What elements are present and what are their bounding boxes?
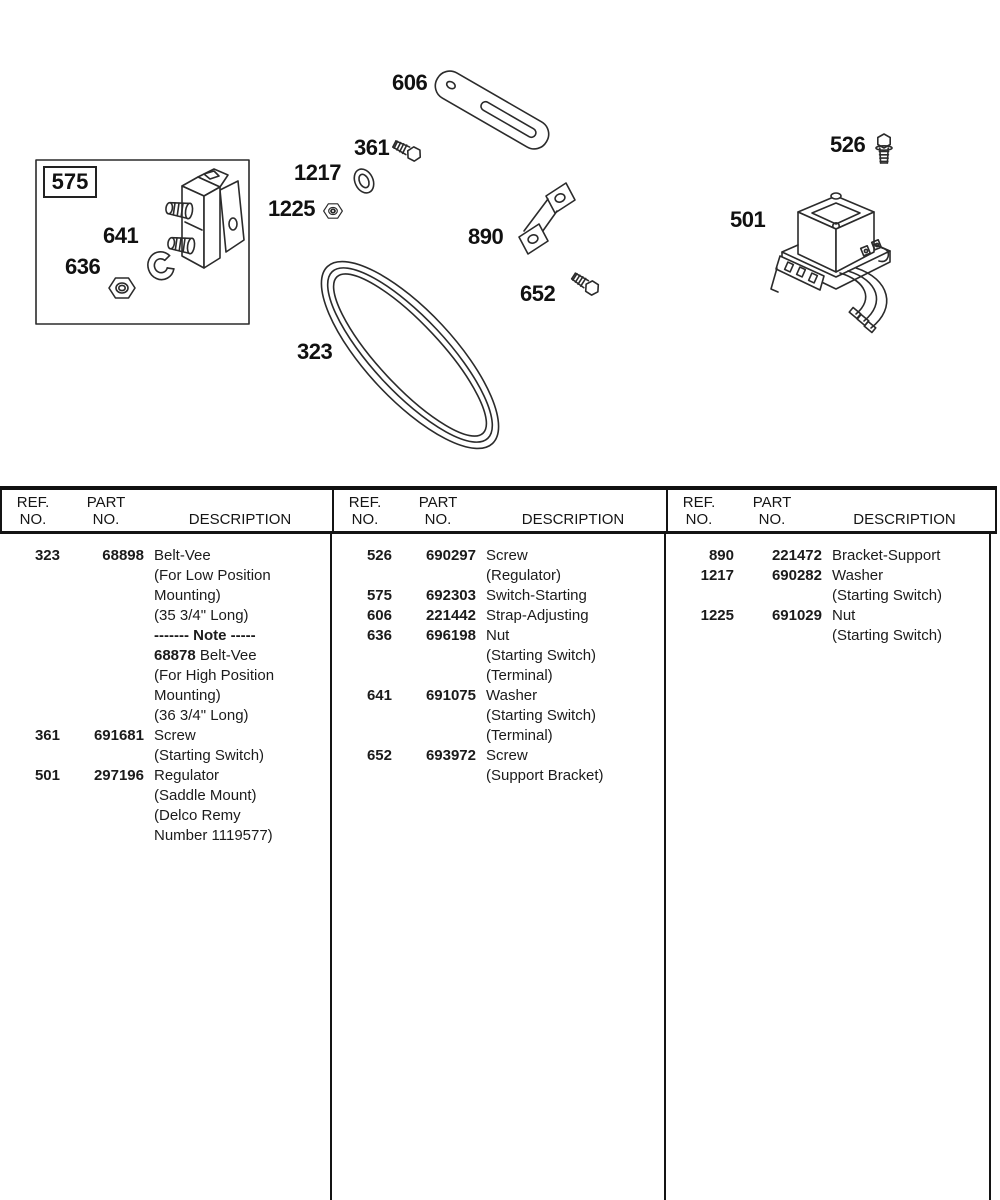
part-no-cell (734, 586, 822, 606)
lock-washer-drawing (144, 249, 176, 283)
table-column-body (330, 534, 664, 1200)
part-no-cell (60, 826, 144, 846)
header-line: NO. (424, 511, 452, 528)
part-no-cell: 68898 (102, 547, 144, 564)
part-callout-1225: 1225 (268, 196, 315, 221)
part-no-header (64, 490, 148, 531)
ref-no-cell: 1217 (700, 567, 734, 584)
ref-no-cell: 323 (34, 547, 60, 564)
table-row (666, 566, 989, 586)
ref-no-header (334, 490, 396, 531)
table-row (0, 706, 330, 726)
description-header: DESCRIPTION (853, 511, 956, 528)
part-callout-652: 652 (520, 281, 556, 306)
ref-no-cell (332, 646, 392, 666)
part-no-cell (60, 686, 144, 706)
description-cell: ------- Note ----- (154, 627, 256, 644)
ref-no-cell (0, 786, 60, 806)
description-cell: (Delco Remy (154, 807, 241, 824)
table-row (0, 686, 330, 706)
description-cell: Washer (832, 567, 884, 584)
ref-no-cell (0, 626, 60, 646)
description-cell: Washer (486, 687, 538, 704)
ref-no-cell: 501 (34, 767, 60, 784)
part-no-cell (734, 626, 822, 646)
ref-no-cell (0, 606, 60, 626)
table-row (332, 686, 664, 706)
regulator-drawing (771, 193, 890, 333)
description-cell: Belt-Vee (154, 547, 211, 564)
washer-drawing (351, 166, 378, 196)
part-no-cell (392, 566, 476, 586)
description-cell: Bracket-Support (832, 547, 941, 564)
description-header: DESCRIPTION (521, 511, 625, 528)
ref-no-cell (0, 646, 60, 666)
description-cell: (For High Position (154, 667, 275, 684)
part-no-cell (392, 766, 476, 786)
description-cell: (Starting Switch) (154, 747, 265, 764)
table-row (332, 606, 664, 626)
ref-no-cell (666, 626, 734, 646)
description-cell: Screw (486, 747, 528, 764)
header-line: PART (752, 494, 792, 511)
table-header-section (332, 490, 666, 531)
ref-no-cell: 361 (34, 727, 60, 744)
ref-no-cell: 1225 (700, 607, 734, 624)
part-no-header (396, 490, 480, 531)
ref-no-cell (332, 766, 392, 786)
description-cell: (Saddle Mount) (154, 787, 257, 804)
table-row (0, 826, 330, 846)
header-line: PART (86, 494, 126, 511)
part-no-cell (392, 706, 476, 726)
description-cell: (Starting Switch) (832, 627, 943, 644)
table-header-section (2, 490, 332, 531)
screw-526-drawing (876, 134, 892, 163)
part-no-cell: 297196 (93, 767, 144, 784)
ref-no-cell (666, 586, 734, 606)
table-row (332, 706, 664, 726)
table-row (666, 546, 989, 566)
ref-no-cell (0, 586, 60, 606)
part-callout-323: 323 (297, 339, 333, 364)
description-cell: Screw (154, 727, 196, 744)
description-cell: Nut (486, 627, 510, 644)
description-cell: Nut (832, 607, 856, 624)
ref-no-cell (332, 666, 392, 686)
ref-no-cell (0, 826, 60, 846)
header-line: REF. (682, 494, 716, 511)
ref-no-header (668, 490, 730, 531)
description-cell: (36 3/4" Long) (154, 707, 249, 724)
part-callout-575: 575 (43, 166, 97, 198)
header-line: PART (418, 494, 458, 511)
part-no-cell (60, 586, 144, 606)
part-no-cell (60, 666, 144, 686)
part-no-cell (392, 666, 476, 686)
table-row (332, 766, 664, 786)
description-cell: Strap-Adjusting (486, 607, 589, 624)
ref-no-cell (332, 726, 392, 746)
header-line: NO. (351, 511, 379, 528)
part-no-cell: 691075 (425, 687, 476, 704)
part-no-cell (60, 626, 144, 646)
ref-no-cell (332, 706, 392, 726)
part-no-cell: 693972 (425, 747, 476, 764)
description-cell: (Regulator) (486, 567, 562, 584)
description-cell: Mounting) (154, 687, 221, 704)
part-no-cell (60, 566, 144, 586)
part-no-cell: 691029 (771, 607, 822, 624)
ref-no-cell: 575 (366, 587, 392, 604)
part-no-header (730, 490, 814, 531)
ref-no-cell (0, 686, 60, 706)
adjusting-strap-drawing (430, 66, 554, 154)
description-cell: (Starting Switch) (486, 707, 597, 724)
small-nut-drawing (324, 204, 343, 218)
description-cell: (Terminal) (486, 727, 553, 744)
ref-no-header (2, 490, 64, 531)
table-row (332, 566, 664, 586)
table-row (332, 726, 664, 746)
parts-diagram (0, 0, 1000, 486)
part-no-cell: 692303 (425, 587, 476, 604)
part-callout-526: 526 (830, 132, 866, 157)
description-cell: Mounting) (154, 587, 221, 604)
table-row (0, 606, 330, 626)
table-header-row (0, 490, 997, 534)
table-row (0, 566, 330, 586)
ref-no-cell (0, 806, 60, 826)
table-column-body (0, 534, 330, 1200)
description-cell: (35 3/4" Long) (154, 607, 249, 624)
table-row (0, 806, 330, 826)
ref-no-cell: 636 (366, 627, 392, 644)
table-row (0, 666, 330, 686)
table-row (666, 606, 989, 626)
table-column-body (664, 534, 991, 1200)
part-callout-606: 606 (392, 70, 428, 95)
description-cell: (Starting Switch) (832, 587, 943, 604)
part-no-cell (392, 726, 476, 746)
screw-361-drawing (392, 138, 423, 162)
ref-no-cell (332, 566, 392, 586)
ref-no-cell: 641 (366, 687, 392, 704)
ref-no-cell: 526 (366, 547, 392, 564)
description-cell: (Terminal) (486, 667, 553, 684)
table-row (332, 746, 664, 766)
header-line: NO. (19, 511, 47, 528)
table-row (0, 766, 330, 786)
part-no-cell: 691681 (93, 727, 144, 744)
support-bracket-drawing (519, 183, 575, 254)
table-row (666, 586, 989, 606)
starting-switch-drawing (165, 169, 244, 268)
description-cell: Screw (486, 547, 528, 564)
part-callout-890: 890 (468, 224, 504, 249)
part-no-cell (60, 606, 144, 626)
ref-no-cell (0, 746, 60, 766)
nut-drawing (109, 278, 135, 298)
part-no-cell (60, 786, 144, 806)
table-row (0, 746, 330, 766)
description-cell: (Support Bracket) (486, 767, 604, 784)
ref-no-cell (0, 706, 60, 726)
part-no-cell: 221442 (425, 607, 476, 624)
part-no-cell: 696198 (425, 627, 476, 644)
part-no-cell (60, 746, 144, 766)
part-callout-636: 636 (65, 254, 101, 279)
part-no-cell: 221472 (771, 547, 822, 564)
ref-no-cell (0, 566, 60, 586)
table-row (0, 626, 330, 646)
description-cell: Regulator (154, 767, 220, 784)
header-line: NO. (92, 511, 120, 528)
description-cell: Number 1119577) (154, 827, 273, 844)
parts-table (0, 486, 997, 1200)
part-no-cell (392, 646, 476, 666)
ref-no-cell: 606 (366, 607, 392, 624)
part-callout-501: 501 (730, 207, 766, 232)
table-row (0, 726, 330, 746)
table-row (0, 586, 330, 606)
table-row (0, 646, 330, 666)
part-no-cell (60, 706, 144, 726)
table-row (332, 646, 664, 666)
ref-no-cell: 652 (366, 747, 392, 764)
ref-no-cell: 890 (708, 547, 734, 564)
header-line: NO. (758, 511, 786, 528)
table-row (0, 546, 330, 566)
description-cell: (For Low Position (154, 567, 271, 584)
table-row (332, 666, 664, 686)
header-line: REF. (348, 494, 382, 511)
description-cell: 68878 Belt-Vee (154, 647, 257, 664)
part-no-cell (60, 646, 144, 666)
part-callout-641: 641 (103, 223, 139, 248)
table-row (332, 546, 664, 566)
part-no-cell: 690297 (425, 547, 476, 564)
part-no-cell: 690282 (771, 567, 822, 584)
description-cell: (Starting Switch) (486, 647, 597, 664)
part-no-cell (60, 806, 144, 826)
description-header: DESCRIPTION (188, 511, 292, 528)
table-row (332, 626, 664, 646)
table-row (666, 626, 989, 646)
header-line: NO. (685, 511, 713, 528)
screw-652-drawing (570, 271, 601, 297)
part-callout-1217: 1217 (294, 160, 341, 185)
header-line: REF. (16, 494, 50, 511)
description-cell: Switch-Starting (486, 587, 587, 604)
table-row (0, 786, 330, 806)
table-body (0, 534, 997, 1200)
ref-no-cell (0, 666, 60, 686)
table-row (332, 586, 664, 606)
part-callout-361: 361 (354, 135, 390, 160)
table-header-section (666, 490, 995, 531)
